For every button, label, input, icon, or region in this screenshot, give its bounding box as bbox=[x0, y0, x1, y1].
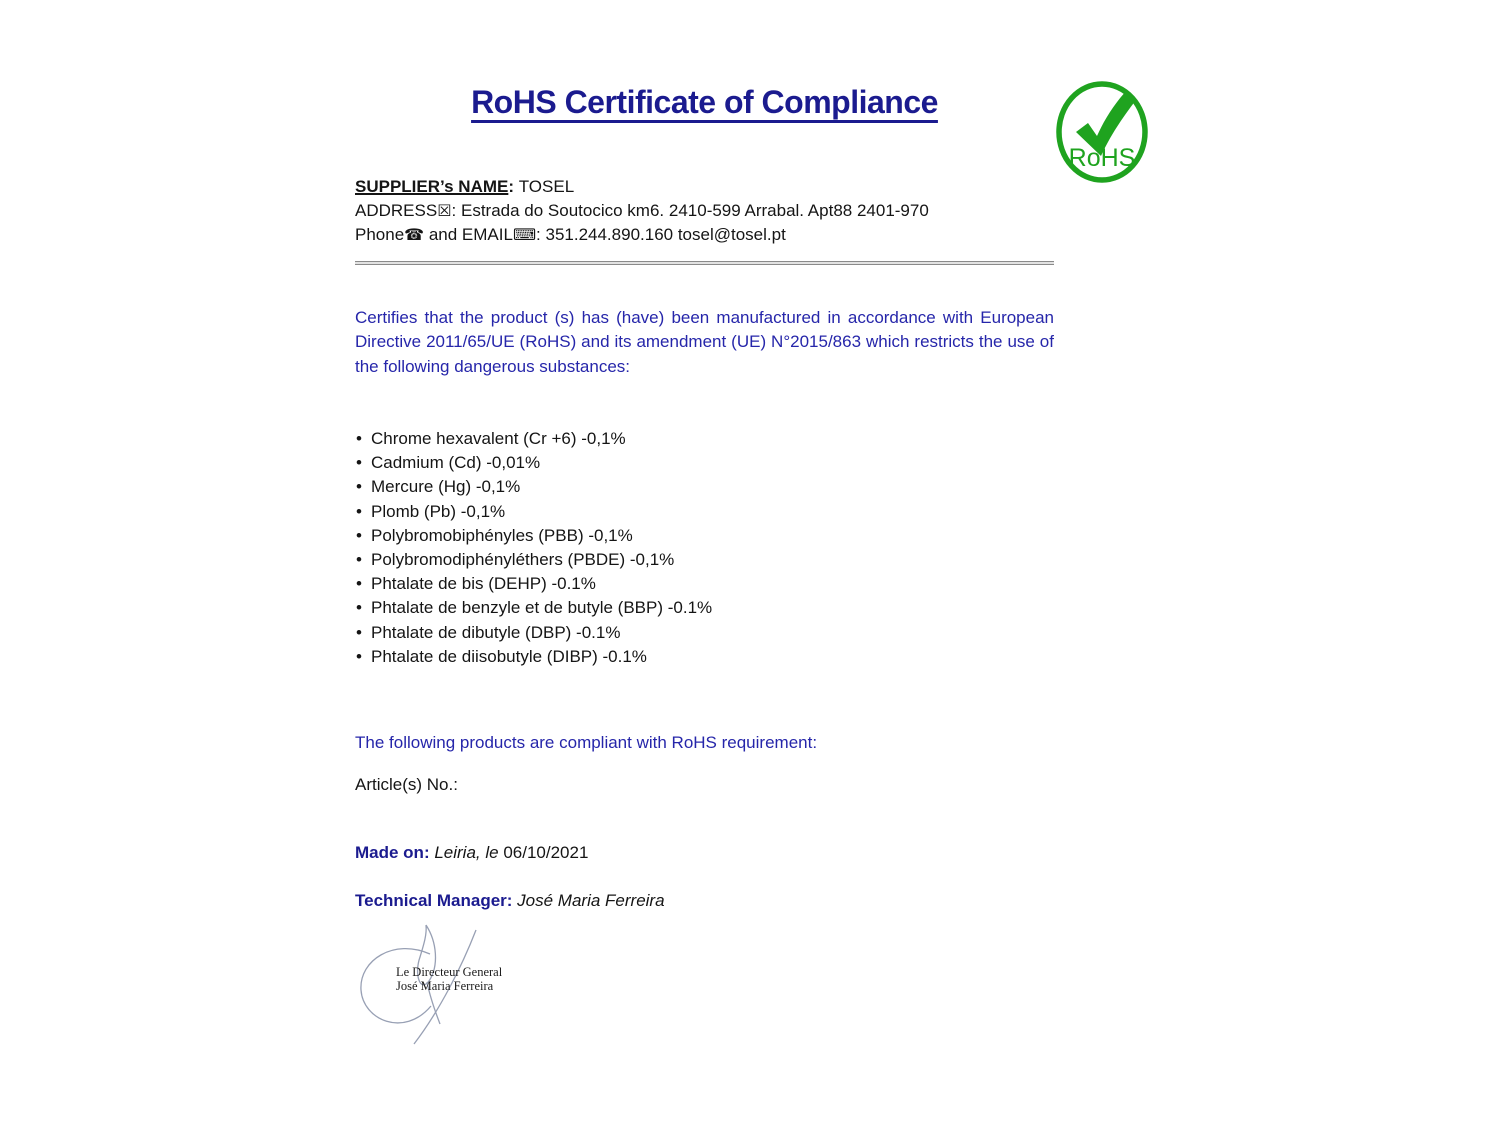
article-number-label: Article(s) No.: bbox=[355, 775, 458, 794]
supplier-address-line bbox=[355, 199, 1054, 223]
supplier-contact-line bbox=[355, 223, 1054, 247]
list-item: • Phtalate de benzyle et de butyle (BBP) -0.1% bbox=[355, 596, 1054, 620]
supplier-name-value: TOSEL bbox=[518, 177, 575, 196]
rohs-logo-graphic bbox=[1054, 80, 1150, 184]
signature-name: José Maria Ferreira bbox=[396, 978, 494, 993]
technical-manager-label: Technical Manager: bbox=[355, 891, 513, 910]
address-label: ADDRESS bbox=[355, 201, 438, 220]
made-on-place: Leiria, le bbox=[429, 843, 504, 862]
technical-manager-name: José Maria Ferreira bbox=[512, 891, 665, 910]
list-item: • Cadmium (Cd) -0,01% bbox=[355, 451, 1054, 475]
list-item: • Plomb (Pb) -0,1% bbox=[355, 500, 1054, 524]
logo-label: RoHS bbox=[1068, 144, 1136, 172]
phone-label: Phone bbox=[355, 225, 405, 244]
address-sep: : bbox=[451, 201, 461, 220]
email-label: and EMAIL bbox=[424, 225, 513, 244]
list-item: • Polybromodiphényléthers (PBDE) -0,1% bbox=[355, 548, 1054, 572]
list-item: • Phtalate de diisobutyle (DIBP) -0.1% bbox=[355, 645, 1054, 669]
envelope-icon: ☒ bbox=[437, 201, 452, 220]
list-item: • Phtalate de bis (DEHP) -0.1% bbox=[355, 572, 1054, 596]
document-title: RoHS Certificate of Compliance bbox=[471, 84, 938, 120]
signature-text bbox=[396, 966, 506, 993]
list-item: • Polybromobiphényles (PBB) -0,1% bbox=[355, 524, 1054, 548]
list-item: • Chrome hexavalent (Cr +6) -0,1% bbox=[355, 427, 1054, 451]
substances-list bbox=[355, 427, 1054, 669]
supplier-name-label: SUPPLIER’s NAME bbox=[355, 177, 509, 196]
made-on-date: 06/10/2021 bbox=[503, 843, 589, 862]
certification-paragraph: Certifies that the product (s) has (have) been manufactured in accordance with European Directive 2011/65/UE (RoHS) and its amendment (UE) N°2015/863 which restricts the use of the following dangerous substances: bbox=[355, 308, 1054, 376]
signature-title: Le Directeur General bbox=[396, 965, 503, 979]
address-value: Estrada do Soutocico km6. 2410-599 Arrabal. Apt88 2401-970 bbox=[460, 201, 929, 220]
computer-icon: ⌨ bbox=[512, 225, 537, 244]
made-on-line bbox=[355, 843, 1054, 863]
compliance-statement: The following products are compliant with RoHS requirement: bbox=[355, 733, 818, 752]
list-item: • Mercure (Hg) -0,1% bbox=[355, 475, 1054, 499]
divider bbox=[355, 261, 1054, 265]
contact-value: 351.244.890.160 tosel@tosel.pt bbox=[545, 225, 786, 244]
list-item: • Phtalate de dibutyle (DBP) -0.1% bbox=[355, 621, 1054, 645]
contact-sep: : bbox=[536, 225, 546, 244]
rohs-logo bbox=[1054, 80, 1150, 184]
phone-icon: ☎ bbox=[404, 225, 425, 244]
supplier-name-line bbox=[355, 175, 1054, 199]
supplier-block bbox=[355, 175, 1054, 247]
technical-manager-line bbox=[355, 891, 1054, 911]
made-on-label: Made on: bbox=[355, 843, 430, 862]
supplier-name-sep: : bbox=[508, 177, 519, 196]
